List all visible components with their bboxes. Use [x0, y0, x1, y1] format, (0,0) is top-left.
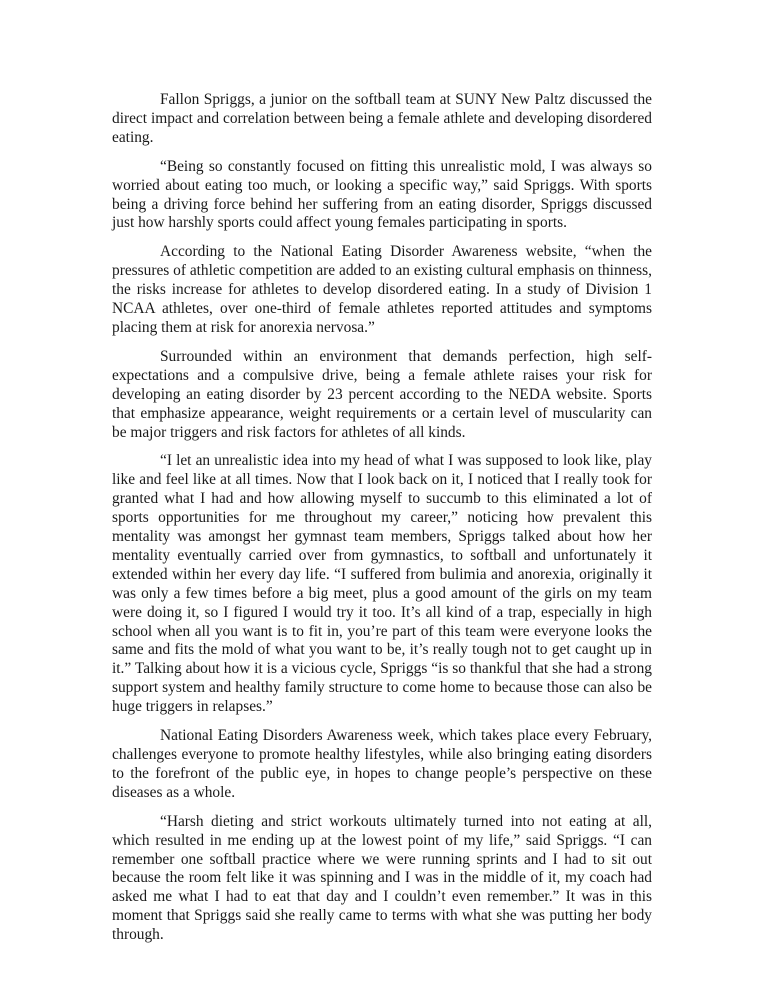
paragraph-2: “Being so constantly focused on fitting this unrealistic mold, I was always so worried about eating too much, or looking a specific way,” said Spriggs. With sports being a driving force behind her suffering from an eating disorder, Spriggs discussed just how harshly sports could affect young females participating in sports.: [112, 157, 652, 232]
paragraph-3: According to the National Eating Disorder Awareness website, “when the pressures of athletic competition are added to an existing cultural emphasis on thinness, the risks increase for athletes to develop disordered eating. In a study of Division 1 NCAA athletes, over one-third of female athletes reported attitudes and symptoms placing them at risk for anorexia nervosa.”: [112, 243, 652, 336]
paragraph-6: National Eating Disorders Awareness week, which takes place every February, challenges everyone to promote healthy lifestyles, while also bringing eating disorders to the forefront of the public eye, in hopes to change people’s perspective on these diseases as a whole.: [112, 727, 652, 801]
paragraph-1: Fallon Spriggs, a junior on the softball team at SUNY New Paltz discussed the direct impact and correlation between being a female athlete and developing disordered eating.: [112, 91, 652, 146]
paragraph-4: Surrounded within an environment that demands perfection, high self-expectations and a compulsive drive, being a female athlete raises your risk for developing an eating disorder by 23 percent according to the NEDA website. Sports that emphasize appearance, weight requirements or a certain level of muscularity can be major triggers and risk factors for athletes of all kinds.: [112, 347, 652, 441]
paragraph-7: “Harsh dieting and strict workouts ultimately turned into not eating at all, which resulted in me ending up at the lowest point of my life,” said Spriggs. “I can remember one softball practice where we were running sprints and I had to sit out because the room felt like it was spinning and I was in the middle of it, my coach had asked me what I had to eat that day and I couldn’t even remember.” It was in this moment that Spriggs said she really came to terms with what she was putting her body through.: [112, 812, 652, 944]
article-body: [112, 91, 652, 945]
paragraph-5: “I let an unrealistic idea into my head of what I was supposed to look like, play like and feel like at all times. Now that I look back on it, I noticed that I really took for granted what I had and how allowing myself to succumb to this eliminated a lot of sports opportunities for me throughout my career,” noticing how prevalent this mentality was amongst her gymnast team members, Spriggs talked about how her mentality eventually carried over from gymnastics, to softball and unfortunately it extended within her every day life. “I suffered from bulimia and anorexia, originally it was only a few times before a big meet, plus a good amount of the girls on my team were doing it, so I figured I would try it too. It’s all kind of a trap, especially in high school when all you want is to fit in, you’re part of this team were everyone looks the same and fits the mold of what you want to be, it’s really tough not to get caught up in it.” Talking about how it is a vicious cycle, Spriggs “is so thankful that she had a strong support system and healthy family structure to come home to because those can also be huge triggers in relapses.”: [112, 452, 652, 716]
